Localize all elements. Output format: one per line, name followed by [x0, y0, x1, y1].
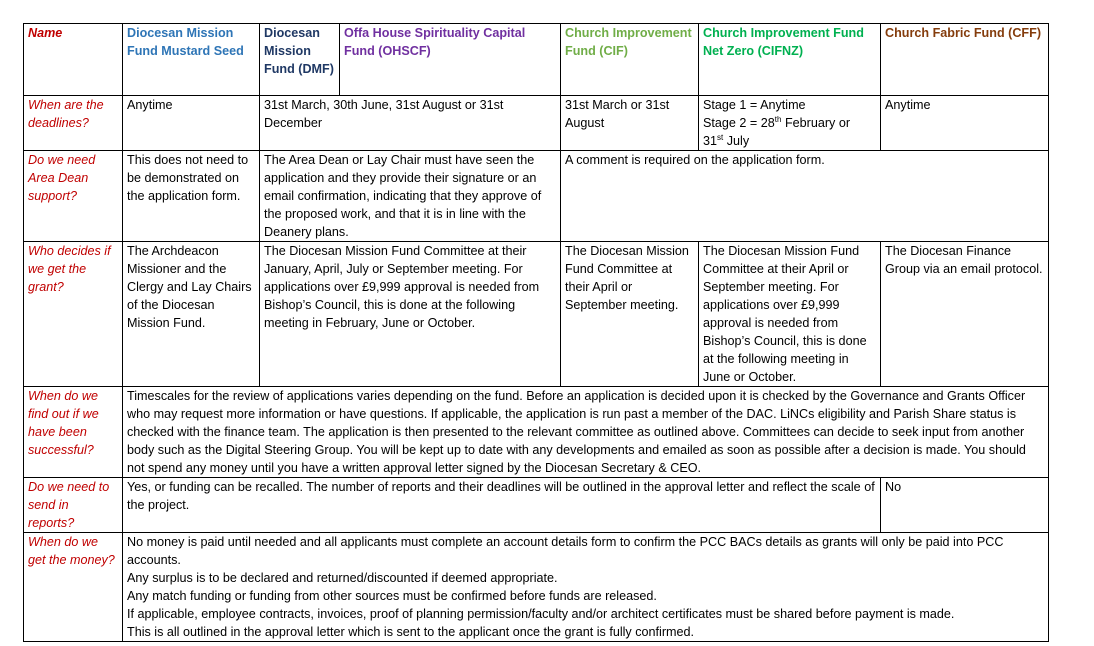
money-line: Any surplus is to be declared and returned/discounted if deemed appropriate.: [127, 571, 558, 585]
who-decides-mustard: The Archdeacon Missioner and the Clergy and Lay Chairs of the Diocesan Mission Fund.: [123, 242, 260, 387]
deadlines-mustard: Anytime: [123, 96, 260, 151]
fund-header-cifnz: Church Improvement Fund Net Zero (CIFNZ): [699, 24, 881, 96]
question-money: When do we get the money?: [24, 533, 123, 642]
who-decides-cif: The Diocesan Mission Fund Committee at their April or September meeting.: [561, 242, 699, 387]
successful-answer: Timescales for the review of applications varies depending on the fund. Before an application is decided upon it is checked by the Governance and Grants Officer who may request more information or have questions. If applicable, the application is run past a member of the DAC. LiNCs eligibility and Parish Share status is checked with the finance team. The application is then presented to the relevant committee as outlined above. Committees can decide to seek input from another body such as the Digital Steering Group. You will be kept up to date with any developments and emailed as soon as possible after a decision is made. You should not spend any money until you have a written approval letter signed by the Diocesan Secretary & CEO.: [123, 387, 1049, 478]
cifnz-stage1: Stage 1 = Anytime: [703, 98, 806, 112]
money-line: Any match funding or funding from other sources must be confirmed before funds are released.: [127, 589, 657, 603]
who-decides-cff: The Diocesan Finance Group via an email protocol.: [881, 242, 1049, 387]
area-dean-mustard: This does not need to be demonstrated on the application form.: [123, 151, 260, 242]
row-deadlines: [24, 96, 1049, 151]
money-answer: [123, 533, 1049, 642]
deadlines-cif: 31st March or 31st August: [561, 96, 699, 151]
who-decides-cifnz: The Diocesan Mission Fund Committee at their April or September meeting. For applications over £9,999 approval is needed from Bishop’s Council, this is done at the following meeting in June or October.: [699, 242, 881, 387]
question-deadlines: When are the deadlines?: [24, 96, 123, 151]
fund-header-ohscf: Offa House Spirituality Capital Fund (OHSCF): [340, 24, 561, 96]
cifnz-july: 31st July: [703, 132, 750, 148]
name-header: Name: [24, 24, 123, 96]
fund-header-cff: Church Fabric Fund (CFF): [881, 24, 1049, 96]
area-dean-cif-onwards: A comment is required on the application form.: [561, 151, 1049, 242]
fund-header-mustard-seed: Diocesan Mission Fund Mustard Seed: [123, 24, 260, 96]
question-area-dean: Do we need Area Dean support?: [24, 151, 123, 242]
area-dean-dmf-ohscf: The Area Dean or Lay Chair must have seen the application and they provide their signature or an email confirmation, indicating that they approve of the proposed work, and that it is in line with the Deanery plans.: [260, 151, 561, 242]
reports-cff: No: [881, 478, 1049, 533]
money-line: If applicable, employee contracts, invoices, proof of planning permission/faculty and/or architect certificates must be shared before payment is made.: [127, 607, 955, 621]
question-reports: Do we need to send in reports?: [24, 478, 123, 533]
question-successful: When do we find out if we have been successful?: [24, 387, 123, 478]
question-who-decides: Who decides if we get the grant?: [24, 242, 123, 387]
deadlines-dmf-ohscf: 31st March, 30th June, 31st August or 31st December: [260, 96, 561, 151]
fund-header-cif: Church Improvement Fund (CIF): [561, 24, 699, 96]
reports-answer: Yes, or funding can be recalled. The number of reports and their deadlines will be outlined in the approval letter and reflect the scale of the project.: [123, 478, 881, 533]
header-row: [24, 24, 1049, 96]
money-line: No money is paid until needed and all applicants must complete an account details form to confirm the PCC BACs details as grants will only be paid into PCC accounts.: [127, 535, 1004, 567]
who-decides-dmf-ohscf: The Diocesan Mission Fund Committee at their January, April, July or September meeting. For applications over £9,999 approval is needed from Bishop’s Council, this is done at the following meeting in February, June or October.: [260, 242, 561, 387]
fund-header-dmf: Diocesan Mission Fund (DMF): [260, 24, 340, 96]
row-reports: [24, 478, 1049, 533]
money-line: This is all outlined in the approval letter which is sent to the applicant once the grant is fully confirmed.: [127, 625, 695, 639]
grants-table: [23, 23, 1049, 642]
deadlines-cff: Anytime: [881, 96, 1049, 151]
row-money: [24, 533, 1049, 642]
deadlines-cifnz: [699, 96, 881, 151]
cifnz-stage2: Stage 2 = 28th February or: [703, 114, 851, 130]
row-who-decides: [24, 242, 1049, 387]
row-successful: [24, 387, 1049, 478]
row-area-dean: [24, 151, 1049, 242]
